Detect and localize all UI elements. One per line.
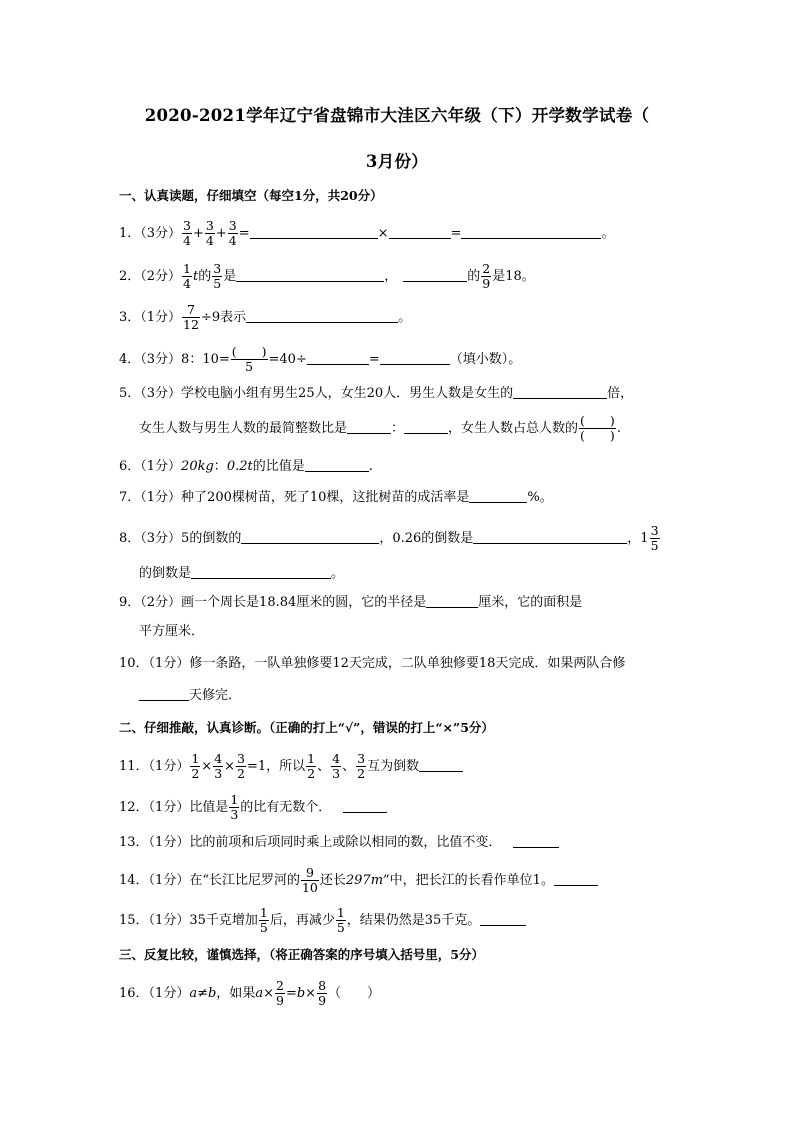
answer-blank[interactable] (554, 872, 598, 886)
answer-blank[interactable] (426, 594, 478, 608)
section-3-heading: 三、反复比较，谨慎选择，（将正确答案的序号填入括号里，5分） (119, 947, 484, 962)
answer-blank[interactable] (343, 799, 387, 813)
answer-blank[interactable] (461, 225, 601, 239)
fraction: $\frac{1}{2}$ (191, 751, 200, 781)
answer-blank[interactable] (305, 458, 369, 472)
answer-blank[interactable] (246, 309, 398, 323)
fraction: $\frac{7}{12}$ (183, 302, 199, 332)
fraction: $\frac{2}{9}$ (275, 978, 284, 1008)
answer-blank[interactable] (419, 758, 463, 772)
exam-title-line1: 2020-2021学年辽宁省盘锦市大洼区六年级（下）开学数学试卷（ (144, 106, 650, 125)
question-10-line2: 天修完． (139, 687, 241, 704)
answer-blank[interactable] (513, 834, 559, 848)
question-2: 2．（2分） $\frac{1}{4}$ t的 $\frac{3}{5}$ 是 ， 的 $\frac{2}{9}$ 是18。 (119, 261, 535, 291)
fraction: $\frac{2}{9}$ (482, 261, 491, 291)
answer-blank[interactable] (250, 225, 378, 239)
fraction: $\frac{1}{4}$ (183, 261, 191, 291)
fraction: $\frac{8}{9}$ (318, 978, 327, 1008)
question-1: 1．（3分） $\frac{3}{4}$ + $\frac{3}{4}$ + $\frac{3}{4}$ = × = 。 (119, 218, 615, 248)
question-13: 13．（1分）比的前项和后项同时乘上或除以相同的数，比值不变． (119, 834, 559, 851)
question-3: 3．（1分） $\frac{7}{12}$ ÷9表示 。 (119, 302, 412, 332)
fraction-with-blank[interactable]: ( ) 5 (231, 344, 267, 374)
question-6: 6．（1分）20kg：0.2t的比值是 . (119, 459, 373, 474)
answer-blank[interactable] (469, 489, 527, 503)
fraction: $\frac{1}{2}$ (307, 751, 316, 781)
fraction: $\frac{3}{5}$ (213, 261, 222, 291)
answer-blank[interactable] (473, 530, 627, 544)
question-14: 14．（1分）在“长江比尼罗河的 $\frac{9}{10}$ 还长297m”中，把长江的长看作单位1。 (119, 866, 598, 895)
question-15: 15．（1分）35千克增加 $\frac{1}{5}$ 后，再减少 $\frac{1}{5}$ ，结果仍然是35千克。 (119, 906, 526, 935)
fraction: $\frac{1}{5}$ (336, 905, 345, 935)
answer-blank[interactable] (380, 351, 450, 365)
question-9-line2: 平方厘米． (139, 624, 205, 639)
answer-blank[interactable] (236, 268, 384, 282)
fraction: $\frac{1}{5}$ (259, 905, 268, 935)
answer-blank[interactable] (241, 530, 379, 544)
fraction: $\frac{3}{4}$ (205, 218, 214, 248)
fraction: $\frac{3}{4}$ (228, 218, 237, 248)
question-16: 16．（1分）a≠b，如果a× $\frac{2}{9}$ =b× $\frac{8}{9}$ （ ） (119, 978, 381, 1008)
answer-blank[interactable] (347, 420, 391, 434)
answer-blank[interactable] (389, 225, 451, 239)
answer-blank[interactable] (307, 351, 369, 365)
answer-blank[interactable] (191, 565, 331, 579)
fraction: $\frac{3}{2}$ (237, 751, 245, 781)
fraction-with-blank[interactable]: ( ) ( ) (580, 413, 615, 443)
fraction: $\frac{4}{3}$ (332, 751, 341, 781)
question-9: 9．（2分）画一个周长是18.84厘米的圆，它的半径是 厘米，它的面积是 (119, 595, 583, 610)
question-11: 11．（1分） $\frac{1}{2}$ × $\frac{4}{3}$ × $\frac{3}{2}$ =1，所以 $\frac{1}{2}$ 、 $\frac{4}{3}$ 、 $\frac{3}{2}$ 互为倒数 (119, 752, 463, 781)
answer-blank[interactable] (404, 420, 448, 434)
fraction: $\frac{3}{4}$ (183, 218, 191, 248)
answer-blank[interactable] (403, 268, 467, 282)
question-7: 7．（1分）种了200棵树苗，死了10棵，这批树苗的成活率是 %。 (119, 490, 553, 505)
answer-paren[interactable]: （ ） (328, 986, 381, 1001)
fraction: $\frac{1}{3}$ (230, 792, 239, 822)
question-8: 8．（3分）5的倒数的 ，0.26的倒数是 ，1 $\frac{3}{5}$ (119, 523, 659, 553)
fraction: $\frac{3}{5}$ (650, 523, 659, 553)
question-5-line2: 女生人数与男生人数的最简整数比是 ： ，女生人数占总人数的 ( ) ( ) . (139, 413, 621, 443)
answer-blank[interactable] (513, 385, 607, 399)
section-1-heading: 一、认真读题，仔细填空（每空1分，共20分） (119, 188, 383, 203)
answer-blank[interactable] (139, 687, 189, 701)
question-4: 4．（3分）8：10= ( ) 5 =40÷ = （填小数）。 (119, 344, 522, 374)
question-5: 5．（3分）学校电脑小组有男生25人，女生20人．男生人数是女生的 倍， (119, 386, 634, 401)
fraction: $\frac{4}{3}$ (214, 751, 223, 781)
section-2-heading: 二、仔细推敲，认真诊断。（正确的打上“√”，错误的打上“×”5分） (119, 720, 494, 735)
answer-blank[interactable] (480, 912, 526, 926)
exam-title-line2: 3月份） (365, 152, 429, 171)
fraction: $\frac{9}{10}$ (301, 865, 318, 895)
q1-prefix: 1．（3分） (119, 226, 182, 241)
fraction: $\frac{3}{2}$ (357, 751, 366, 781)
question-8-line2: 的倒数是 。 (139, 566, 345, 581)
question-12: 12．（1分）比值是 $\frac{1}{3}$ 的比有无数个． (119, 793, 387, 822)
question-10: 10．（1分）修一条路，一队单独修要12天完成，二队单独修要18天完成．如果两队合修 (119, 656, 626, 671)
